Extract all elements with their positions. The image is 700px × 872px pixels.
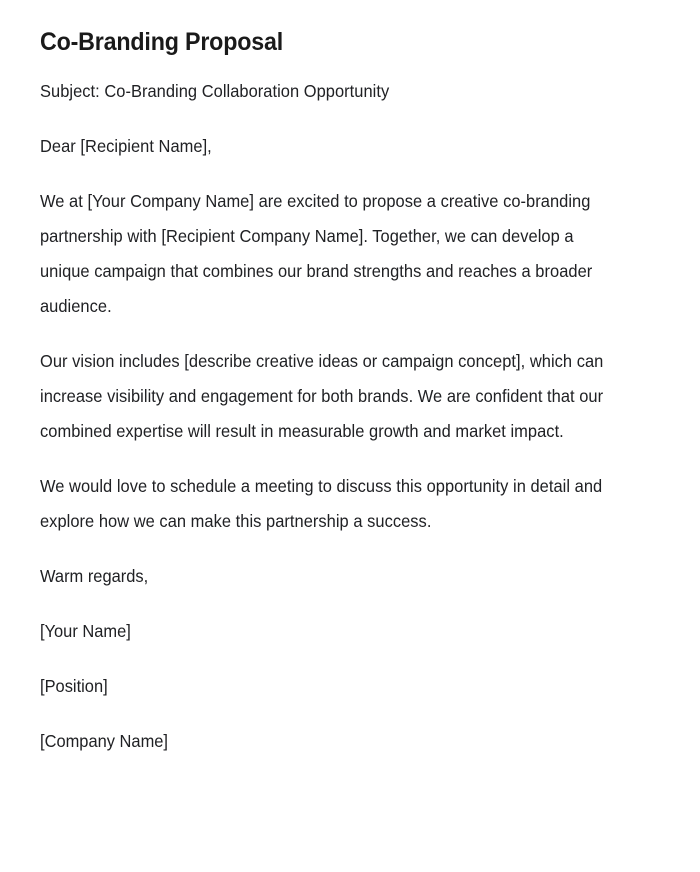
salutation: Dear [Recipient Name],	[40, 136, 212, 156]
body-paragraph-1: We at [Your Company Name] are excited to propose a creative co-branding partnership with [Recipient Company Name]. Together, we can develop a unique campaign that combines our brand strengths and reaches a broader audience.	[40, 191, 593, 316]
body-paragraph-2: Our vision includes [describe creative ideas or campaign concept], which can increase visibility and engagement for both brands. We are confident that our combined expertise will result in measurable growth and market impact.	[40, 351, 604, 441]
body-paragraph-3: We would love to schedule a meeting to discuss this opportunity in detail and explore how we can make this partnership a success.	[40, 476, 603, 531]
signature-name: [Your Name]	[40, 621, 131, 641]
signature-position: [Position]	[40, 676, 108, 696]
signature-company: [Company Name]	[40, 731, 169, 751]
subject-line: Subject: Co-Branding Collaboration Opportunity	[40, 81, 390, 101]
page-title: Co-Branding Proposal	[40, 28, 284, 56]
closing-line: Warm regards,	[40, 566, 149, 586]
